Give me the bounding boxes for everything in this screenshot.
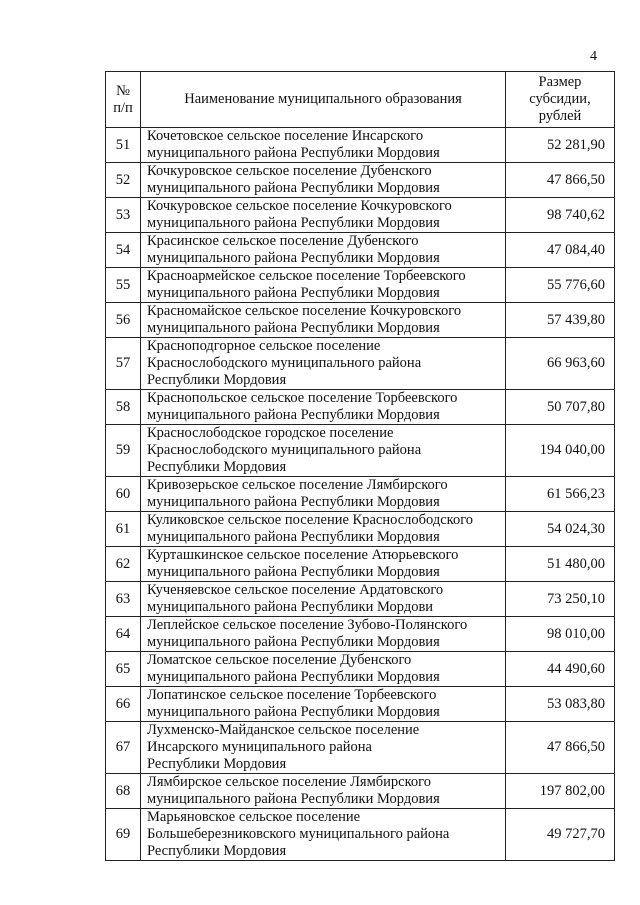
municipality-name-line: Краснослободское городское поселение: [147, 425, 394, 441]
subsidy-amount: 73 250,10: [506, 582, 615, 617]
municipality-name: [141, 547, 506, 582]
municipality-name-line: муниципального района Республики Мордови: [147, 599, 434, 615]
subsidy-amount: 61 566,23: [506, 477, 615, 512]
municipality-name-line: Лопатинское сельское поселение Торбеевского: [147, 687, 437, 703]
subsidy-amount: 54 024,30: [506, 512, 615, 547]
row-number: 55: [106, 268, 141, 303]
table-row: [106, 774, 615, 809]
table-header-row: [106, 72, 615, 128]
subsidy-amount: 47 084,40: [506, 233, 615, 268]
municipality-name: [141, 338, 506, 390]
municipality-name: [141, 477, 506, 512]
municipality-name-line: Большеберезниковского муниципального района: [147, 826, 450, 842]
municipality-name-line: Кривозерьское сельское поселение Лямбирского: [147, 477, 448, 493]
municipality-name-line: Красномайское сельское поселение Кочкуровского: [147, 303, 462, 319]
municipality-name-line: муниципального района Республики Мордовия: [147, 634, 440, 650]
table-row: [106, 128, 615, 163]
municipality-name-line: Куликовское сельское поселение Краснослободского: [147, 512, 474, 528]
header-sum: [506, 72, 615, 128]
municipality-name-line: Красноподгорное сельское поселение: [147, 338, 381, 354]
header-number-line: п/п: [113, 99, 133, 116]
municipality-name: [141, 163, 506, 198]
municipality-name-line: Марьяновское сельское поселение: [147, 809, 361, 825]
municipality-name-line: муниципального района Республики Мордовия: [147, 250, 440, 266]
municipality-name: [141, 303, 506, 338]
municipality-name: [141, 652, 506, 687]
municipality-name: [141, 268, 506, 303]
row-number: 67: [106, 722, 141, 774]
row-number: 62: [106, 547, 141, 582]
municipality-name-line: Красноармейское сельское поселение Торбеевского: [147, 268, 466, 284]
municipality-name: [141, 198, 506, 233]
municipality-name: [141, 425, 506, 477]
table-body: [106, 128, 615, 861]
municipality-name: [141, 809, 506, 861]
municipality-name-line: Краснослободского муниципального района: [147, 442, 422, 458]
table-row: [106, 268, 615, 303]
table-row: [106, 547, 615, 582]
municipality-name-line: муниципального района Республики Мордовия: [147, 494, 440, 510]
table-row: [106, 477, 615, 512]
subsidy-amount: 47 866,50: [506, 163, 615, 198]
table-row: [106, 722, 615, 774]
table-row: [106, 303, 615, 338]
row-number: 56: [106, 303, 141, 338]
table-row: [106, 809, 615, 861]
municipality-name: [141, 512, 506, 547]
municipality-name-line: муниципального района Республики Мордовия: [147, 669, 440, 685]
subsidy-table: [105, 71, 615, 861]
municipality-name: [141, 774, 506, 809]
row-number: 51: [106, 128, 141, 163]
municipality-name-line: Краснопольское сельское поселение Торбеевского: [147, 390, 458, 406]
municipality-name-line: муниципального района Республики Мордовия: [147, 215, 440, 231]
header-name: Наименование муниципального образования: [141, 72, 506, 128]
subsidy-amount: 53 083,80: [506, 687, 615, 722]
municipality-name-line: муниципального района Республики Мордовия: [147, 285, 440, 301]
row-number: 65: [106, 652, 141, 687]
municipality-name-line: Республики Мордовия: [147, 756, 287, 772]
municipality-name-line: Инсарского муниципального района: [147, 739, 372, 755]
row-number: 53: [106, 198, 141, 233]
subsidy-amount: 197 802,00: [506, 774, 615, 809]
municipality-name-line: муниципального района Республики Мордовия: [147, 564, 440, 580]
municipality-name-line: Республики Мордовия: [147, 843, 287, 859]
table-row: [106, 425, 615, 477]
municipality-name-line: муниципального района Республики Мордовия: [147, 145, 440, 161]
municipality-name-line: муниципального района Республики Мордовия: [147, 180, 440, 196]
row-number: 68: [106, 774, 141, 809]
subsidy-amount: 51 480,00: [506, 547, 615, 582]
municipality-name-line: Курташкинское сельское поселение Атюрьевского: [147, 547, 459, 563]
municipality-name-line: Леплейское сельское поселение Зубово-Полянского: [147, 617, 468, 633]
municipality-name-line: Кочкуровское сельское поселение Кочкуровского: [147, 198, 452, 214]
subsidy-amount: 55 776,60: [506, 268, 615, 303]
table-row: [106, 390, 615, 425]
subsidy-amount: 49 727,70: [506, 809, 615, 861]
municipality-name-line: Кочетовское сельское поселение Инсарского: [147, 128, 424, 144]
header-number-line: №: [116, 82, 130, 99]
page-number: 4: [590, 49, 597, 64]
table-row: [106, 617, 615, 652]
table-row: [106, 582, 615, 617]
municipality-name-line: Ломатское сельское поселение Дубенского: [147, 652, 412, 668]
municipality-name-line: муниципального района Республики Мордовия: [147, 529, 440, 545]
municipality-name-line: муниципального района Республики Мордовия: [147, 791, 440, 807]
table-row: [106, 512, 615, 547]
municipality-name: [141, 687, 506, 722]
row-number: 64: [106, 617, 141, 652]
municipality-name-line: Кученяевское сельское поселение Ардатовского: [147, 582, 444, 598]
row-number: 60: [106, 477, 141, 512]
subsidy-amount: 66 963,60: [506, 338, 615, 390]
row-number: 57: [106, 338, 141, 390]
subsidy-amount: 47 866,50: [506, 722, 615, 774]
municipality-name-line: Кочкуровское сельское поселение Дубенского: [147, 163, 432, 179]
header-sum-line: Размер: [538, 74, 582, 90]
header-sum-line: субсидии,: [529, 91, 591, 107]
municipality-name-line: муниципального района Республики Мордовия: [147, 407, 440, 423]
municipality-name-line: Республики Мордовия: [147, 372, 287, 388]
municipality-name: [141, 582, 506, 617]
municipality-name: [141, 128, 506, 163]
municipality-name: [141, 617, 506, 652]
municipality-name: [141, 233, 506, 268]
header-number: [106, 72, 141, 128]
subsidy-amount: 98 740,62: [506, 198, 615, 233]
municipality-name-line: Краснослободского муниципального района: [147, 355, 422, 371]
subsidy-amount: 50 707,80: [506, 390, 615, 425]
subsidy-amount: 52 281,90: [506, 128, 615, 163]
municipality-name-line: муниципального района Республики Мордовия: [147, 704, 440, 720]
table-row: [106, 198, 615, 233]
table-row: [106, 163, 615, 198]
municipality-name-line: Красинское сельское поселение Дубенского: [147, 233, 419, 249]
municipality-name-line: Республики Мордовия: [147, 459, 287, 475]
row-number: 66: [106, 687, 141, 722]
header-sum-line: рублей: [538, 108, 582, 124]
municipality-name: [141, 390, 506, 425]
row-number: 58: [106, 390, 141, 425]
row-number: 52: [106, 163, 141, 198]
row-number: 63: [106, 582, 141, 617]
municipality-name-line: Лямбирское сельское поселение Лямбирского: [147, 774, 431, 790]
row-number: 69: [106, 809, 141, 861]
table-row: [106, 338, 615, 390]
table-row: [106, 687, 615, 722]
table-row: [106, 652, 615, 687]
municipality-name: [141, 722, 506, 774]
subsidy-amount: 44 490,60: [506, 652, 615, 687]
row-number: 59: [106, 425, 141, 477]
municipality-name-line: Лухменско-Майданское сельское поселение: [147, 722, 420, 738]
municipality-name-line: муниципального района Республики Мордовия: [147, 320, 440, 336]
row-number: 54: [106, 233, 141, 268]
subsidy-amount: 57 439,80: [506, 303, 615, 338]
row-number: 61: [106, 512, 141, 547]
subsidy-amount: 98 010,00: [506, 617, 615, 652]
subsidy-amount: 194 040,00: [506, 425, 615, 477]
table-row: [106, 233, 615, 268]
